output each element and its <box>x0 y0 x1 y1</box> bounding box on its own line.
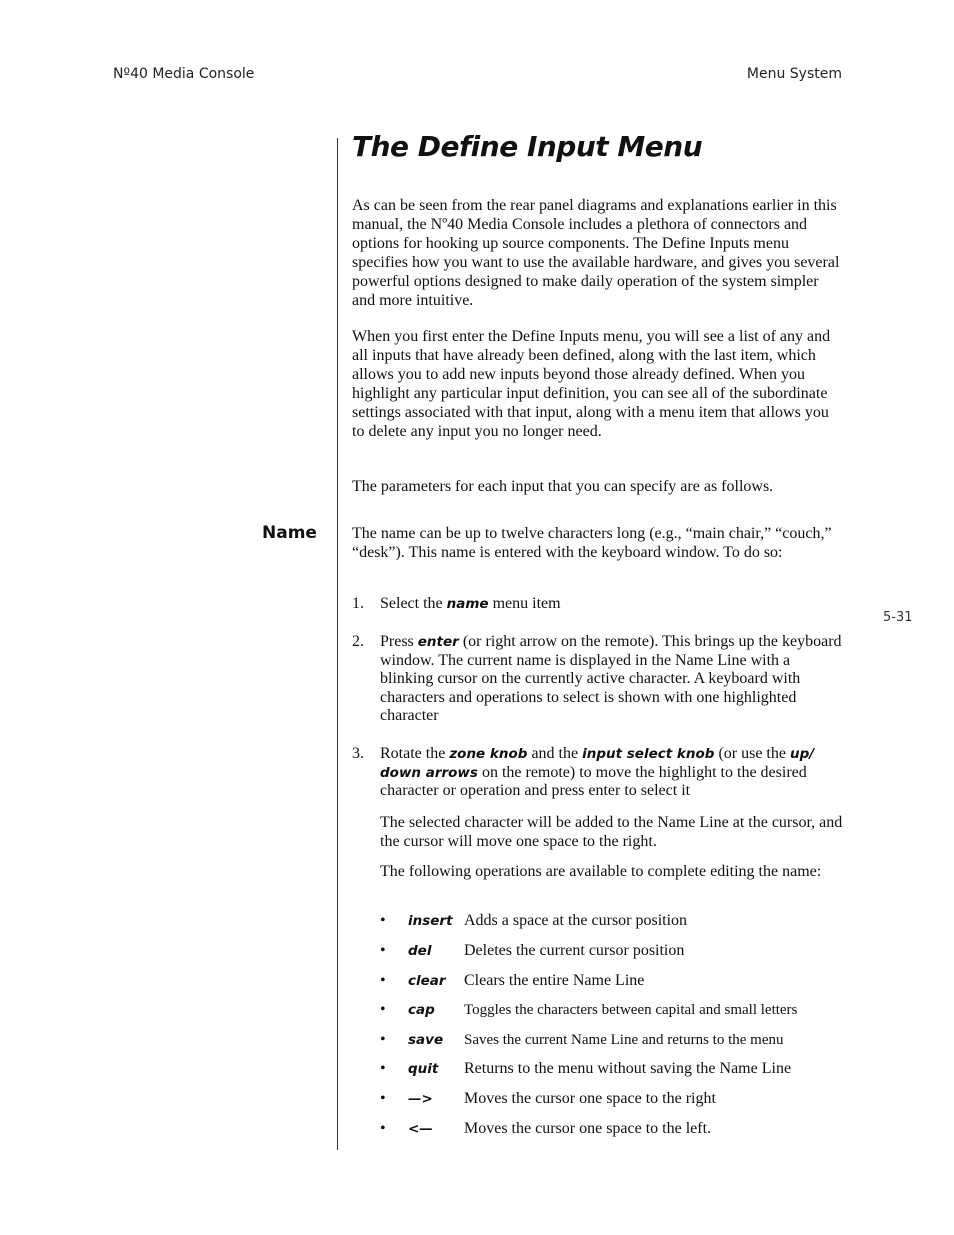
keyword: enter <box>417 634 459 650</box>
step-number: 2. <box>352 633 364 650</box>
bullet-glyph: • <box>380 1090 386 1107</box>
operation-name: save <box>408 1032 444 1048</box>
bullet-glyph: • <box>380 1031 386 1048</box>
step-text: Press enter (or right arrow on the remote). This brings up the keyboard window. The current name is displayed in the Name Line with a blinking cursor on the currently active character. A keyboard with characters and operations to select is shown with one highlighted character <box>380 633 842 724</box>
operation-description: Adds a space at the cursor position <box>464 912 688 929</box>
bullet-glyph: • <box>380 1120 386 1137</box>
operation-description: Returns to the menu without saving the Name Line <box>464 1060 792 1077</box>
operation-description: Toggles the characters between capital and small letters <box>464 1002 798 1018</box>
operation-description: Clears the entire Name Line <box>464 972 645 989</box>
operations-intro: The following operations are available to complete editing the name: <box>380 863 822 880</box>
keyword: zone knob <box>449 746 528 762</box>
step-3 <box>352 745 847 801</box>
step-text: Select the name menu item <box>380 595 561 612</box>
operation-name: insert <box>408 913 453 929</box>
name-section-body: The name can be up to twelve characters long (e.g., “main chair,” “couch,” “desk”). This name is entered with the keyboard window. To do so: <box>352 525 832 561</box>
page-number: 5-31 <box>883 610 913 625</box>
keyword: input select knob <box>582 746 715 762</box>
bullet-glyph: • <box>380 942 386 959</box>
intro-paragraph-3: The parameters for each input that you can specify are as follows. <box>352 478 774 495</box>
step-number: 1. <box>352 595 364 612</box>
operation-description: Moves the cursor one space to the left. <box>464 1120 712 1137</box>
running-header-section: Menu System <box>746 66 842 82</box>
bullet-glyph: • <box>380 1001 386 1018</box>
operation-description: Moves the cursor one space to the right <box>464 1090 716 1107</box>
bullet-glyph: • <box>380 1060 386 1077</box>
running-header-title: Nº40 Media Console <box>113 66 255 82</box>
keyword: name <box>446 596 489 612</box>
operation-name: <— <box>408 1121 433 1137</box>
operation-name: —> <box>408 1091 433 1107</box>
keyword: up/ down arrows <box>380 746 815 781</box>
step-3-note: The selected character will be added to the Name Line at the cursor, and the cursor will move one space to the right. <box>380 814 843 850</box>
step-1 <box>352 595 847 614</box>
intro-paragraph-2: When you first enter the Define Inputs menu, you will see a list of any and all inputs that have already been defined, along with the last item, which allows you to add new inputs beyond those already defined. When you highlight any particular input definition, you can see all of the subordinate settings associated with that input, along with a menu item that allows you to delete any input you no longer need. <box>352 328 831 440</box>
operation-name: quit <box>408 1061 439 1077</box>
bullet-glyph: • <box>380 912 386 929</box>
intro-paragraph-1: As can be seen from the rear panel diagrams and explanations earlier in this manual, the Nº40 Media Console includes a plethora of connectors and options for hooking up source components. The Define Inputs menu specifies how you want to use the available hardware, and gives you several powerful options designed to make daily operation of the system simpler and more intuitive. <box>352 197 840 309</box>
step-text: Rotate the zone knob and the input select knob (or use the up/ down arrows on the remote) to move the highlight to the desired character or operation and press enter to select it <box>380 745 815 799</box>
operation-name: clear <box>408 973 446 989</box>
margin-rule <box>337 138 338 1150</box>
operation-description: Deletes the current cursor position <box>464 942 685 959</box>
step-2 <box>352 633 847 726</box>
page-title: The Define Input Menu <box>352 130 703 163</box>
step-number: 3. <box>352 745 364 762</box>
operation-name: cap <box>408 1002 435 1018</box>
operation-name: del <box>408 943 432 959</box>
bullet-glyph: • <box>380 972 386 989</box>
operation-description: Saves the current Name Line and returns to the menu <box>464 1032 784 1048</box>
section-heading-name: Name <box>262 523 317 543</box>
